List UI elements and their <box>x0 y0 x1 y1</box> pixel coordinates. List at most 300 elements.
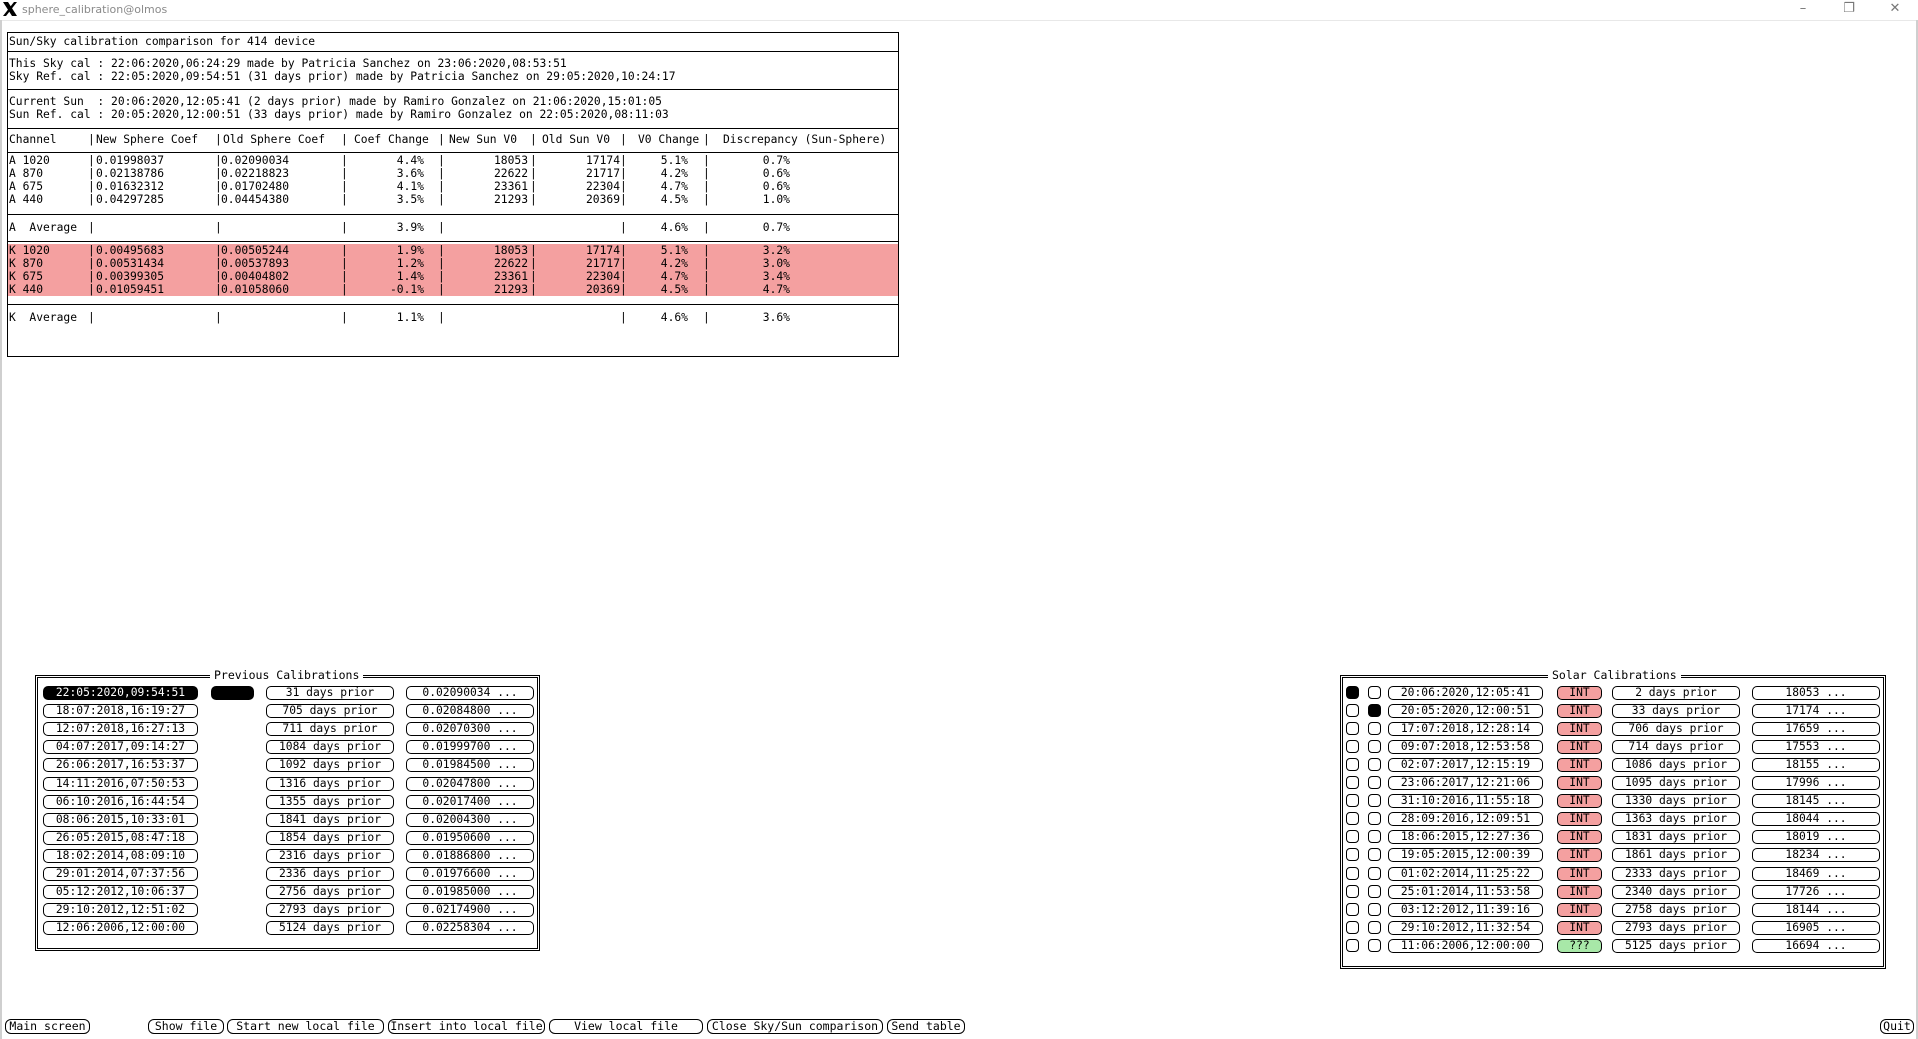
column-separator: | <box>341 311 348 324</box>
column-separator: | <box>215 244 222 257</box>
column-header-cell: New Sun V0 <box>449 133 518 146</box>
table-cell: 0.01059451 <box>96 283 165 296</box>
sun-v0-button[interactable]: 18155 ... <box>1752 758 1880 772</box>
column-separator: | <box>215 221 222 234</box>
calibration-type-badge: INT <box>1557 830 1602 844</box>
column-separator: | <box>530 154 537 167</box>
table-cell: 4.2% <box>660 257 688 270</box>
column-separator: | <box>438 167 445 180</box>
column-separator: | <box>703 167 710 180</box>
calibration-type-badge: INT <box>1557 758 1602 772</box>
days-prior-label: 31 days prior <box>266 686 394 700</box>
current-sun-radio[interactable] <box>1346 921 1359 934</box>
column-separator: | <box>215 193 222 206</box>
solar-calibration-date-button[interactable]: 18:06:2015,12:27:36 <box>1388 830 1543 844</box>
current-sun-radio[interactable] <box>1346 867 1359 880</box>
days-prior-label: 1086 days prior <box>1612 758 1740 772</box>
table-cell: 21293 <box>493 193 528 206</box>
column-separator: | <box>88 180 95 193</box>
current-sun-cal: Current Sun : 20:06:2020,12:05:41 (2 days prior) made by Ramiro Gonzalez on 21:06:2020,15:01:05 <box>9 95 662 108</box>
sphere-coef-button[interactable]: 0.01984500 ... <box>406 758 534 772</box>
days-prior-label: 1831 days prior <box>1612 830 1740 844</box>
table-cell: 3.6% <box>396 167 424 180</box>
calibration-type-badge: INT <box>1557 722 1602 736</box>
column-separator: | <box>341 257 348 270</box>
days-prior-label: 1084 days prior <box>266 740 394 754</box>
previous-calibration-date-button[interactable]: 04:07:2017,09:14:27 <box>43 740 198 754</box>
table-cell: 22622 <box>493 167 528 180</box>
table-cell: 5.1% <box>660 244 688 257</box>
calibration-type-badge: INT <box>1557 776 1602 790</box>
column-separator: | <box>88 221 95 234</box>
average-cell: 4.6% <box>660 221 688 234</box>
calibration-type-badge: INT <box>1557 740 1602 754</box>
days-prior-label: 1861 days prior <box>1612 848 1740 862</box>
table-cell: 23361 <box>493 180 528 193</box>
column-separator: | <box>620 180 627 193</box>
table-cell: 0.00404802 <box>221 270 290 283</box>
reference-sun-radio[interactable] <box>1368 867 1381 880</box>
sphere-coef-button[interactable]: 0.01886800 ... <box>406 849 534 863</box>
column-header-cell: New Sphere Coef <box>96 133 199 146</box>
solar-calibration-date-button[interactable]: 03:12:2012,11:39:16 <box>1388 903 1543 917</box>
restore-button[interactable]: ❐ <box>1843 1 1855 16</box>
sun-v0-button[interactable]: 18044 ... <box>1752 812 1880 826</box>
column-separator: | <box>620 193 627 206</box>
sphere-coef-button[interactable]: 0.02017400 ... <box>406 795 534 809</box>
column-separator: | <box>88 257 95 270</box>
table-cell: 17174 <box>585 244 620 257</box>
column-separator: | <box>341 270 348 283</box>
days-prior-label: 1092 days prior <box>266 758 394 772</box>
previous-calibrations-panel <box>35 668 540 951</box>
column-separator: | <box>530 193 537 206</box>
average-cell: 1.1% <box>396 311 424 324</box>
table-cell: 0.01998037 <box>96 154 165 167</box>
column-separator: | <box>215 154 222 167</box>
current-sun-radio[interactable] <box>1346 812 1359 825</box>
table-cell: 17174 <box>585 154 620 167</box>
calibration-type-badge: ??? <box>1557 939 1602 953</box>
send-table-button[interactable]: Send table <box>887 1019 965 1034</box>
table-cell: K 440 <box>9 283 44 296</box>
current-sun-radio[interactable] <box>1346 740 1359 753</box>
column-separator: | <box>341 154 348 167</box>
column-separator: | <box>620 270 627 283</box>
column-separator: | <box>438 270 445 283</box>
table-cell: 0.00399305 <box>96 270 165 283</box>
report-heading: Sun/Sky calibration comparison for 414 device <box>9 35 316 48</box>
table-cell: K 1020 <box>9 244 50 257</box>
table-cell: 0.7% <box>762 154 790 167</box>
days-prior-label: 33 days prior <box>1612 704 1740 718</box>
show-file-button[interactable]: Show file <box>148 1019 224 1034</box>
previous-calibration-date-button[interactable]: 29:10:2012,12:51:02 <box>43 903 198 917</box>
calibration-type-badge: INT <box>1557 848 1602 862</box>
sun-v0-button[interactable]: 18144 ... <box>1752 903 1880 917</box>
sphere-coef-button[interactable]: 0.02004300 ... <box>406 813 534 827</box>
solar-calibration-date-button[interactable]: 29:10:2012,11:32:54 <box>1388 921 1543 935</box>
column-separator: | <box>620 133 627 146</box>
current-sun-radio[interactable] <box>1346 794 1359 807</box>
a-average-section <box>8 214 898 242</box>
solar-calibration-date-button[interactable]: 11:06:2006,12:00:00 <box>1388 939 1543 953</box>
column-separator: | <box>215 257 222 270</box>
table-row <box>8 244 898 257</box>
table-cell: 4.7% <box>660 270 688 283</box>
reference-sun-radio[interactable] <box>1368 794 1381 807</box>
sun-v0-button[interactable]: 17659 ... <box>1752 722 1880 736</box>
previous-calibration-date-button[interactable]: 12:06:2006,12:00:00 <box>43 921 198 935</box>
reference-sun-radio[interactable] <box>1368 722 1381 735</box>
table-cell: 22622 <box>493 257 528 270</box>
column-header-cell: Channel <box>9 133 57 146</box>
days-prior-label: 1330 days prior <box>1612 794 1740 808</box>
table-cell: 0.02090034 <box>221 154 290 167</box>
column-separator: | <box>88 311 95 324</box>
average-cell: 4.6% <box>660 311 688 324</box>
column-separator: | <box>215 311 222 324</box>
previous-calibration-date-button[interactable]: 12:07:2018,16:27:13 <box>43 722 198 736</box>
table-row <box>8 257 898 270</box>
sphere-coef-button[interactable]: 0.01976600 ... <box>406 867 534 881</box>
column-separator: | <box>438 193 445 206</box>
sun-v0-button[interactable]: 16905 ... <box>1752 921 1880 935</box>
sun-v0-button[interactable]: 17553 ... <box>1752 740 1880 754</box>
sun-v0-button[interactable]: 17726 ... <box>1752 885 1880 899</box>
table-cell: A 1020 <box>9 154 50 167</box>
sphere-coef-button[interactable]: 0.01999700 ... <box>406 740 534 754</box>
sphere-coef-button[interactable]: 0.02174900 ... <box>406 903 534 917</box>
k-rows-section <box>8 241 898 305</box>
table-cell: 3.2% <box>762 244 790 257</box>
current-sun-radio[interactable] <box>1346 722 1359 735</box>
column-separator: | <box>215 133 222 146</box>
x11-logo-icon <box>2 1 18 17</box>
column-separator: | <box>438 221 445 234</box>
average-cell: 3.9% <box>396 221 424 234</box>
table-cell: 20369 <box>585 193 620 206</box>
sun-cal-section <box>8 89 898 129</box>
reference-sun-radio[interactable] <box>1368 903 1381 916</box>
table-header-row <box>8 133 898 146</box>
close-window-button[interactable]: ✕ <box>1889 1 1901 16</box>
column-separator: | <box>620 257 627 270</box>
table-cell: 4.5% <box>660 193 688 206</box>
minimize-button[interactable]: – <box>1799 1 1807 16</box>
column-separator: | <box>88 154 95 167</box>
table-cell: 18053 <box>493 244 528 257</box>
column-separator: | <box>438 257 445 270</box>
days-prior-label: 1316 days prior <box>266 777 394 791</box>
column-separator: | <box>215 283 222 296</box>
current-sun-radio[interactable] <box>1346 776 1359 789</box>
days-prior-label: 2316 days prior <box>266 849 394 863</box>
days-prior-label: 2336 days prior <box>266 867 394 881</box>
table-cell: 0.01702480 <box>221 180 290 193</box>
window-title: sphere_calibration@olmos <box>22 3 168 16</box>
column-separator: | <box>620 283 627 296</box>
column-separator: | <box>620 311 627 324</box>
column-separator: | <box>88 244 95 257</box>
solar-calibrations-panel <box>1340 668 1886 969</box>
sun-v0-button[interactable]: 17996 ... <box>1752 776 1880 790</box>
column-separator: | <box>341 193 348 206</box>
solar-calibration-date-button[interactable]: 19:05:2015,12:00:39 <box>1388 848 1543 862</box>
column-separator: | <box>620 167 627 180</box>
table-cell: 22304 <box>585 270 620 283</box>
table-cell: -0.1% <box>389 283 424 296</box>
calibration-type-badge: INT <box>1557 686 1602 700</box>
table-cell: 4.4% <box>396 154 424 167</box>
table-cell: 22304 <box>585 180 620 193</box>
days-prior-label: 711 days prior <box>266 722 394 736</box>
column-separator: | <box>438 133 445 146</box>
column-separator: | <box>620 221 627 234</box>
solar-calibration-date-button[interactable]: 09:07:2018,12:53:58 <box>1388 740 1543 754</box>
column-separator: | <box>530 180 537 193</box>
column-header-cell: V0 Change <box>638 133 700 146</box>
reference-sun-radio[interactable] <box>1368 686 1381 699</box>
table-cell: 4.2% <box>660 167 688 180</box>
sphere-coef-button[interactable]: 0.01985000 ... <box>406 885 534 899</box>
previous-calibration-date-button[interactable]: 08:06:2015,10:33:01 <box>43 813 198 827</box>
sphere-coef-button[interactable]: 0.02084800 ... <box>406 704 534 718</box>
column-separator: | <box>88 133 95 146</box>
column-header-cell: Old Sphere Coef <box>223 133 326 146</box>
column-separator: | <box>703 133 710 146</box>
table-cell: 18053 <box>493 154 528 167</box>
reference-sun-radio[interactable] <box>1368 758 1381 771</box>
insert-into-local-file-button[interactable]: Insert into local file <box>388 1019 545 1034</box>
sphere-coef-button[interactable]: 0.02070300 ... <box>406 722 534 736</box>
reference-sun-radio[interactable] <box>1368 812 1381 825</box>
previous-calibration-date-button[interactable]: 06:10:2016,16:44:54 <box>43 795 198 809</box>
solar-calibration-date-button[interactable]: 02:07:2017,12:15:19 <box>1388 758 1543 772</box>
column-separator: | <box>530 257 537 270</box>
sun-v0-button[interactable]: 16694 ... <box>1752 939 1880 953</box>
table-cell: 21717 <box>585 257 620 270</box>
solar-calibration-date-button[interactable]: 28:09:2016,12:09:51 <box>1388 812 1543 826</box>
column-separator: | <box>438 283 445 296</box>
sun-v0-button[interactable]: 18053 ... <box>1752 686 1880 700</box>
average-cell: 3.6% <box>762 311 790 324</box>
column-separator: | <box>703 283 710 296</box>
table-cell: 0.6% <box>762 180 790 193</box>
table-cell: 5.1% <box>660 154 688 167</box>
reference-sun-radio[interactable] <box>1368 885 1381 898</box>
comparison-report <box>7 32 899 357</box>
days-prior-label: 2340 days prior <box>1612 885 1740 899</box>
previous-calibration-date-button[interactable]: 26:06:2017,16:53:37 <box>43 758 198 772</box>
days-prior-label: 1841 days prior <box>266 813 394 827</box>
table-cell: A 675 <box>9 180 44 193</box>
average-cell: K Average <box>9 311 78 324</box>
column-separator: | <box>215 180 222 193</box>
sphere-coef-button[interactable]: 0.02090034 ... <box>406 686 534 700</box>
current-sun-radio[interactable] <box>1346 939 1359 952</box>
table-cell: 1.0% <box>762 193 790 206</box>
column-header-cell: Coef Change <box>354 133 429 146</box>
table-row <box>8 180 898 193</box>
column-separator: | <box>703 180 710 193</box>
selected-marker <box>211 686 254 700</box>
sun-v0-button[interactable]: 18019 ... <box>1752 830 1880 844</box>
reference-sun-radio[interactable] <box>1368 776 1381 789</box>
table-cell: 0.00505244 <box>221 244 290 257</box>
current-sun-radio[interactable] <box>1346 885 1359 898</box>
table-cell: 0.01632312 <box>96 180 165 193</box>
average-cell: 0.7% <box>762 221 790 234</box>
column-separator: | <box>88 167 95 180</box>
current-sun-radio[interactable] <box>1346 848 1359 861</box>
column-separator: | <box>530 283 537 296</box>
days-prior-label: 2793 days prior <box>1612 921 1740 935</box>
current-sun-radio[interactable] <box>1346 758 1359 771</box>
previous-calibration-date-button[interactable]: 14:11:2016,07:50:53 <box>43 777 198 791</box>
calibration-type-badge: INT <box>1557 885 1602 899</box>
calibration-type-badge: INT <box>1557 812 1602 826</box>
reference-sun-radio[interactable] <box>1368 740 1381 753</box>
previous-calibration-date-button[interactable]: 22:05:2020,09:54:51 <box>43 686 198 700</box>
current-sun-radio[interactable] <box>1346 830 1359 843</box>
column-separator: | <box>703 311 710 324</box>
days-prior-label: 1355 days prior <box>266 795 394 809</box>
table-cell: 23361 <box>493 270 528 283</box>
table-cell: 0.01058060 <box>221 283 290 296</box>
solar-calibration-date-button[interactable]: 31:10:2016,11:55:18 <box>1388 794 1543 808</box>
previous-calibration-date-button[interactable]: 26:05:2015,08:47:18 <box>43 831 198 845</box>
start-new-local-file-button[interactable]: Start new local file <box>227 1019 384 1034</box>
table-cell: 1.2% <box>396 257 424 270</box>
days-prior-label: 2333 days prior <box>1612 867 1740 881</box>
quit-button[interactable]: Quit <box>1880 1019 1914 1034</box>
reference-sun-radio[interactable] <box>1368 848 1381 861</box>
k-average-section <box>8 304 898 356</box>
days-prior-label: 706 days prior <box>1612 722 1740 736</box>
reference-sun-radio[interactable] <box>1368 939 1381 952</box>
current-sun-radio[interactable] <box>1346 903 1359 916</box>
table-cell: 21717 <box>585 167 620 180</box>
table-cell: 21293 <box>493 283 528 296</box>
days-prior-label: 1363 days prior <box>1612 812 1740 826</box>
average-cell: A Average <box>9 221 78 234</box>
solar-calibration-date-button[interactable]: 20:06:2020,12:05:41 <box>1388 686 1543 700</box>
column-separator: | <box>341 244 348 257</box>
solar-calibration-date-button[interactable]: 17:07:2018,12:28:14 <box>1388 722 1543 736</box>
current-sun-radio[interactable] <box>1346 704 1359 717</box>
table-row <box>8 193 898 206</box>
reference-sun-radio[interactable] <box>1368 704 1381 717</box>
current-sun-radio[interactable] <box>1346 686 1359 699</box>
sky-cal-section <box>8 51 898 90</box>
column-separator: | <box>530 133 537 146</box>
table-cell: 0.00531434 <box>96 257 165 270</box>
column-separator: | <box>438 180 445 193</box>
main-screen-button[interactable]: Main screen <box>5 1019 90 1034</box>
solar-calibration-date-button[interactable]: 20:05:2020,12:00:51 <box>1388 704 1543 718</box>
column-separator: | <box>438 311 445 324</box>
sphere-coef-button[interactable]: 0.02258304 ... <box>406 921 534 935</box>
table-cell: A 870 <box>9 167 44 180</box>
this-sky-cal: This Sky cal : 22:06:2020,06:24:29 made by Patricia Sanchez on 23:06:2020,08:53:51 <box>9 57 567 70</box>
solar-calibration-date-button[interactable]: 01:02:2014,11:25:22 <box>1388 867 1543 881</box>
close-sky-sun-comparison-button[interactable]: Close Sky/Sun comparison <box>707 1019 883 1034</box>
column-separator: | <box>438 244 445 257</box>
calibration-type-badge: INT <box>1557 903 1602 917</box>
reference-sun-radio[interactable] <box>1368 921 1381 934</box>
column-separator: | <box>530 244 537 257</box>
column-separator: | <box>438 154 445 167</box>
days-prior-label: 2758 days prior <box>1612 903 1740 917</box>
days-prior-label: 2793 days prior <box>266 903 394 917</box>
table-cell: 1.4% <box>396 270 424 283</box>
column-separator: | <box>703 270 710 283</box>
column-separator: | <box>703 193 710 206</box>
reference-sun-radio[interactable] <box>1368 830 1381 843</box>
table-cell: 0.00495683 <box>96 244 165 257</box>
table-cell: 3.0% <box>762 257 790 270</box>
column-separator: | <box>88 270 95 283</box>
column-separator: | <box>620 244 627 257</box>
previous-calibration-date-button[interactable]: 18:07:2018,16:19:27 <box>43 704 198 718</box>
a-average-row <box>8 221 898 234</box>
sphere-coef-button[interactable]: 0.01950600 ... <box>406 831 534 845</box>
table-row <box>8 283 898 296</box>
table-cell: 0.04454380 <box>221 193 290 206</box>
sun-v0-button[interactable]: 17174 ... <box>1752 704 1880 718</box>
days-prior-label: 705 days prior <box>266 704 394 718</box>
solar-calibration-date-button[interactable]: 23:06:2017,12:21:06 <box>1388 776 1543 790</box>
calibration-type-badge: INT <box>1557 921 1602 935</box>
table-row <box>8 270 898 283</box>
table-cell: A 440 <box>9 193 44 206</box>
column-separator: | <box>703 257 710 270</box>
table-cell: 4.5% <box>660 283 688 296</box>
column-separator: | <box>215 270 222 283</box>
column-separator: | <box>215 167 222 180</box>
column-separator: | <box>341 167 348 180</box>
table-cell: 4.7% <box>660 180 688 193</box>
previous-calibration-date-button[interactable]: 05:12:2012,10:06:37 <box>43 885 198 899</box>
table-cell: 3.5% <box>396 193 424 206</box>
previous-calibration-date-button[interactable]: 29:01:2014,07:37:56 <box>43 867 198 881</box>
sky-ref-cal: Sky Ref. cal : 22:05:2020,09:54:51 (31 days prior) made by Patricia Sanchez on 29:05:2020,10:24:17 <box>9 70 676 83</box>
previous-calibrations-title: Previous Calibrations <box>210 668 363 682</box>
view-local-file-button[interactable]: View local file <box>549 1019 703 1034</box>
column-separator: | <box>88 193 95 206</box>
table-cell: 4.1% <box>396 180 424 193</box>
calibration-type-badge: INT <box>1557 794 1602 808</box>
table-cell: K 675 <box>9 270 44 283</box>
solar-calibrations-title: Solar Calibrations <box>1548 668 1681 682</box>
solar-calibration-date-button[interactable]: 25:01:2014,11:53:58 <box>1388 885 1543 899</box>
bottom-button-bar <box>0 1010 1918 1039</box>
window-border-left <box>0 20 2 1039</box>
days-prior-label: 714 days prior <box>1612 740 1740 754</box>
column-header-cell: Old Sun V0 <box>542 133 611 146</box>
days-prior-label: 2 days prior <box>1612 686 1740 700</box>
title-bar <box>0 0 1918 21</box>
days-prior-label: 5124 days prior <box>266 921 394 935</box>
sphere-coef-button[interactable]: 0.02047800 ... <box>406 777 534 791</box>
table-cell: 0.00537893 <box>221 257 290 270</box>
sun-v0-button[interactable]: 18469 ... <box>1752 867 1880 881</box>
table-cell: K 870 <box>9 257 44 270</box>
sun-v0-button[interactable]: 18145 ... <box>1752 794 1880 808</box>
sun-v0-button[interactable]: 18234 ... <box>1752 848 1880 862</box>
previous-calibration-date-button[interactable]: 18:02:2014,08:09:10 <box>43 849 198 863</box>
